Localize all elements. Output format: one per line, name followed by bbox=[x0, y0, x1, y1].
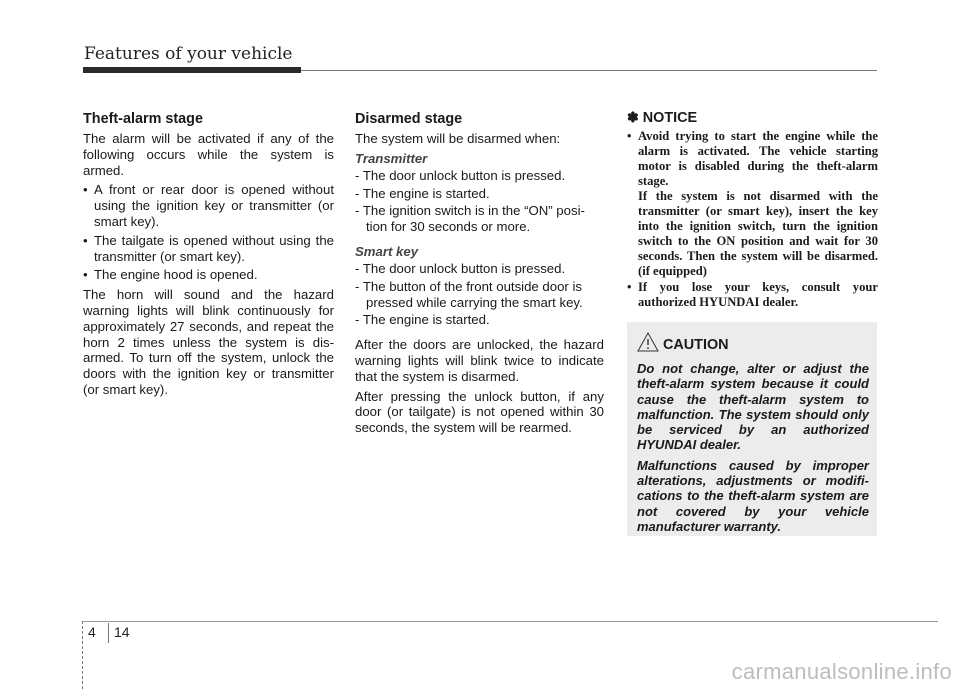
list-item: - The button of the front outside door is pressed while carrying the smart key. bbox=[355, 278, 583, 310]
list-item: - The engine is started. bbox=[355, 312, 490, 328]
theft-alarm-intro: The alarm will be activated if any of the following occurs while the system is armed. bbox=[83, 131, 334, 178]
list-item: - The door unlock button is pressed. bbox=[355, 260, 566, 276]
header-accent-bar bbox=[83, 67, 301, 73]
notice-symbol-icon: ✽ bbox=[627, 109, 639, 125]
transmitter-subheading: Transmitter bbox=[355, 150, 428, 166]
list-item: - The ignition switch is in the “ON” posi-tion for 30 seconds or more. bbox=[355, 203, 585, 235]
smartkey-subheading: Smart key bbox=[355, 243, 419, 259]
list-item: • The engine hood is opened. bbox=[83, 267, 258, 283]
theft-alarm-conditions bbox=[83, 182, 334, 283]
disarmed-intro: The system will be disarmed when: bbox=[355, 131, 561, 146]
left-column bbox=[83, 110, 334, 402]
caution-header bbox=[637, 332, 869, 357]
list-item: - The engine is started. bbox=[355, 185, 490, 201]
transmitter-list bbox=[355, 168, 604, 235]
theft-alarm-body: The horn will sound and the hazard warning lights will blink continuously for approximately 27 seconds, and repeat the horn 2 times unless the system is dis-armed. To turn off the system, unlock the doors with the ignition key or transmitter (or smart key). bbox=[83, 287, 334, 397]
theft-alarm-heading: Theft-alarm stage bbox=[83, 111, 203, 127]
page-header-title: Features of your vehicle bbox=[84, 44, 293, 64]
footer-margin-line bbox=[82, 621, 83, 689]
list-item: - The door unlock button is pressed. bbox=[355, 167, 566, 183]
chapter-number: 4 bbox=[88, 624, 96, 640]
header-rule bbox=[301, 70, 877, 71]
caution-box bbox=[627, 322, 877, 536]
smartkey-list bbox=[355, 261, 604, 328]
notice-continuation: If the system is not disarmed with the transmitter (or smart key), insert the key into the ignition switch, turn the ignition switch to the ON position and wait for 30 seconds. Then the system will be disarmed. (if equipped) bbox=[638, 188, 878, 278]
notice-heading bbox=[627, 110, 878, 127]
middle-column bbox=[355, 110, 604, 440]
watermark: carmanualsonline.info bbox=[731, 659, 952, 684]
caution-title: CAUTION bbox=[663, 336, 729, 353]
list-item: • Avoid trying to start the engine while the alarm is activated. The vehicle starting motor is disabled during the theft-alarm stage. If the system is not disarmed with the transmitter (or smart key), insert the key into the ignition switch, turn the ignition switch to the ON position and wait for 30 seconds. Then the system will be disarmed. (if equipped) bbox=[627, 128, 878, 278]
caution-para-2: Malfunctions caused by improper alterations, adjustments or modifi-cations to the theft-alarm system are not covered by your vehicle manufacturer warranty. bbox=[637, 457, 869, 534]
notice-block bbox=[627, 110, 878, 311]
notice-list bbox=[627, 129, 878, 310]
page-number: 14 bbox=[114, 624, 130, 640]
warning-triangle-icon bbox=[637, 332, 659, 357]
footer-rule bbox=[83, 621, 938, 622]
list-item: • A front or rear door is opened without using the ignition key or transmitter (or smart key). bbox=[83, 182, 334, 229]
disarmed-heading: Disarmed stage bbox=[355, 111, 463, 127]
disarmed-para-2: After pressing the unlock button, if any door (or tailgate) is not opened within 30 seconds, the system will be rearmed. bbox=[355, 388, 604, 436]
caution-para-1: Do not change, alter or adjust the theft-alarm system because it could cause the theft-alarm system to malfunction. The system should only be serviced by an authorized HYUNDAI dealer. bbox=[637, 361, 869, 453]
list-item: • The tailgate is opened without using the transmitter (or smart key). bbox=[83, 232, 334, 264]
list-item: • If you lose your keys, consult your authorized HYUNDAI dealer. bbox=[627, 279, 878, 309]
footer-separator bbox=[108, 623, 109, 643]
disarmed-para-1: After the doors are unlocked, the hazard warning lights will blink twice to indicate that the system is disarmed. bbox=[355, 337, 604, 384]
notice-title: NOTICE bbox=[642, 110, 698, 126]
